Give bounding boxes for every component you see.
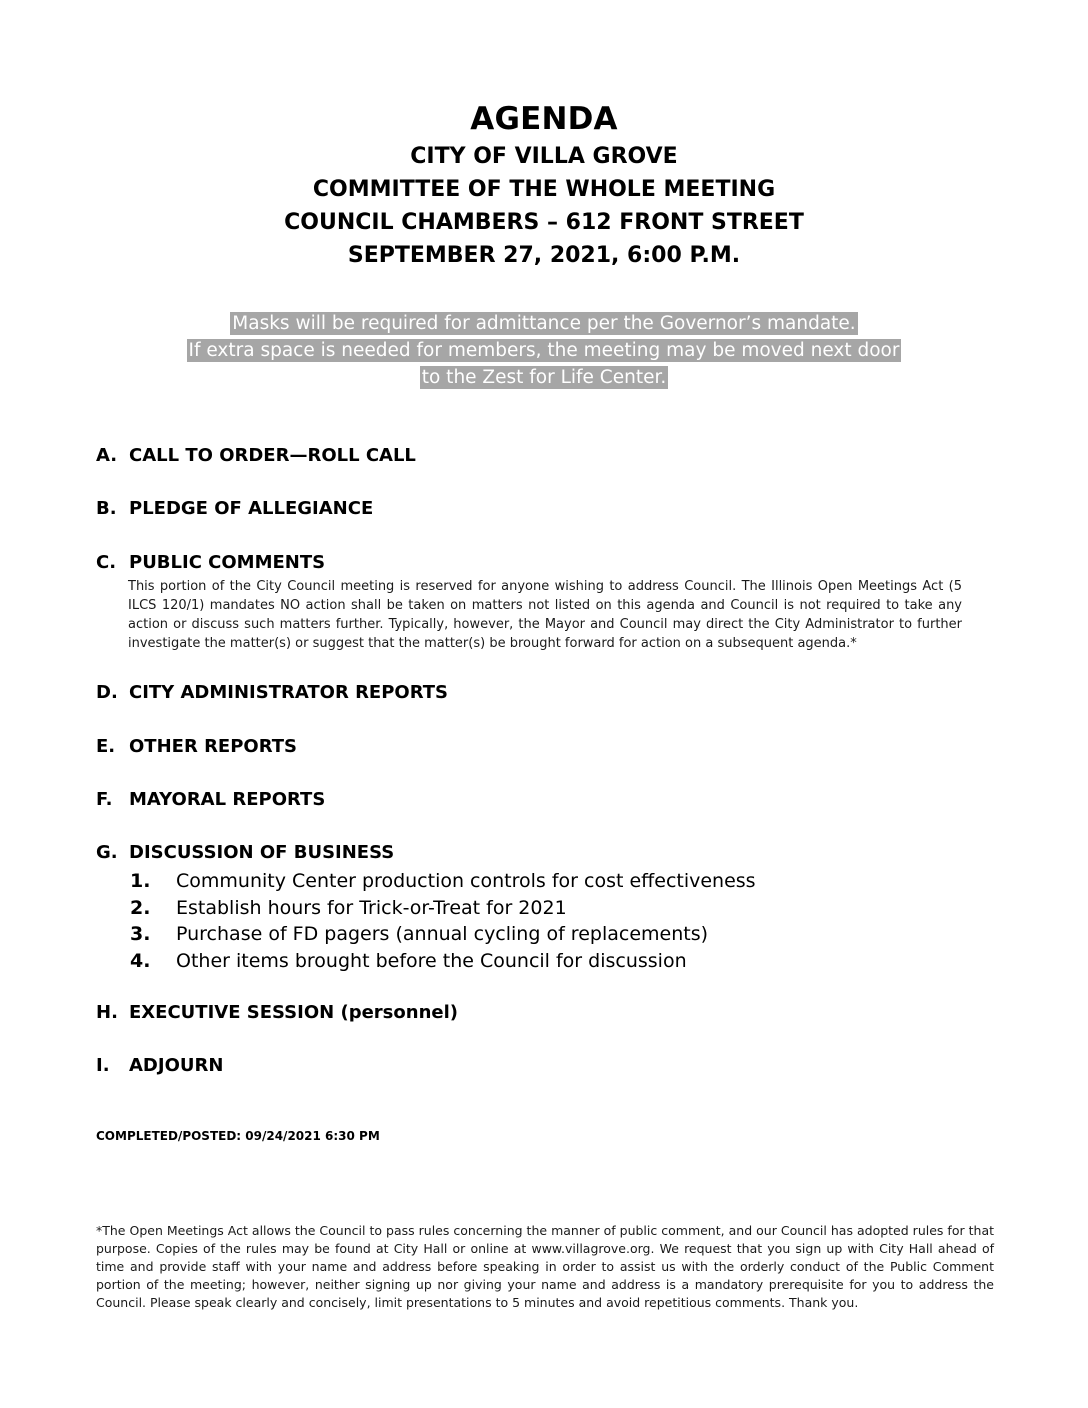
section-city-administrator-reports [96,682,448,704]
item-text: Purchase of FD pagers (annual cycling of replacements) [176,923,709,945]
notice-line-2: If extra space is needed for members, the meeting may be moved next door [188,340,900,361]
section-call-to-order [96,445,416,467]
public-comments-description: This portion of the City Council meeting is reserved for anyone wishing to address Council. The Illinois Open Meetings Act (5 ILCS 120/1) mandates NO action shall be taken on matters not listed on this agenda and Council is not required to take any action or discuss such matters further. Typically, however, the Mayor and Council may direct the City Administrator to further investigate the matter(s) or suggest that the matter(s) be brought forward for action on a subsequent agenda.* [128,579,962,651]
section-pledge [96,498,373,520]
section-label: PUBLIC COMMENTS [129,552,326,573]
section-label: CALL TO ORDER—ROLL CALL [129,445,416,466]
item-text: Other items brought before the Council for discussion [176,949,687,972]
section-letter: E. [96,736,116,757]
section-label: MAYORAL REPORTS [129,789,326,810]
item-text: Establish hours for Trick-or-Treat for 2021 [176,896,567,919]
section-label: OTHER REPORTS [129,736,298,757]
section-letter: B. [96,498,117,519]
section-label: EXECUTIVE SESSION (personnel) [129,1002,458,1023]
section-label: ADJOURN [129,1055,224,1076]
posted-timestamp: COMPLETED/POSTED: 09/24/2021 6:30 PM [96,1129,380,1143]
item-number: 2. [130,896,151,919]
section-mayoral-reports [96,789,325,811]
mask-notice [0,310,1088,391]
section-label: PLEDGE OF ALLEGIANCE [129,498,374,519]
section-public-comments [96,552,325,574]
section-adjourn [96,1055,223,1077]
section-executive-session [96,1002,458,1024]
section-letter: G. [96,842,118,863]
agenda-header [0,98,1088,272]
item-text: Community Center production controls for cost effectiveness [176,870,756,892]
section-letter: I. [96,1055,110,1076]
notice-line-1: Masks will be required for admittance per the Governor’s mandate. [232,313,856,334]
section-label: CITY ADMINISTRATOR REPORTS [129,682,449,703]
list-item [130,895,756,922]
footnote: *The Open Meetings Act allows the Council to pass rules concerning the manner of public comment, and our Council has adopted rules for that purpose. Copies of the rules may be found at City Hall or online at www.villagrove.org. We request that you sign up with City Hall ahead of time and provide staff with your name and address before speaking in order to assist us with the orderly conduct of the Public Comment portion of the meeting; however, neither signing up nor giving your name and address is a mandatory prerequisite for you to address the Council. Please speak clearly and concisely, limit presentations to 5 minutes and avoid repetitious comments. Thank you. [96,1223,994,1310]
business-items-list [130,868,756,974]
meeting-name: COMMITTEE OF THE WHOLE MEETING [312,177,776,202]
city-name: CITY OF VILLA GROVE [410,144,678,169]
section-letter: F. [96,789,113,810]
meeting-datetime: SEPTEMBER 27, 2021, 6:00 P.M. [347,243,741,268]
item-number: 1. [130,870,151,892]
section-discussion-of-business [96,842,394,864]
list-item [130,868,756,895]
section-letter: H. [96,1002,118,1023]
meeting-location: COUNCIL CHAMBERS – 612 FRONT STREET [284,210,804,235]
section-letter: A. [96,445,118,466]
section-label: DISCUSSION OF BUSINESS [129,842,395,863]
section-letter: D. [96,682,118,703]
agenda-title: AGENDA [470,101,618,137]
notice-line-3: to the Zest for Life Center. [421,367,667,388]
item-number: 4. [130,949,151,972]
list-item [130,921,756,948]
section-letter: C. [96,552,117,573]
section-other-reports [96,736,297,758]
list-item [130,948,756,975]
item-number: 3. [130,923,151,945]
